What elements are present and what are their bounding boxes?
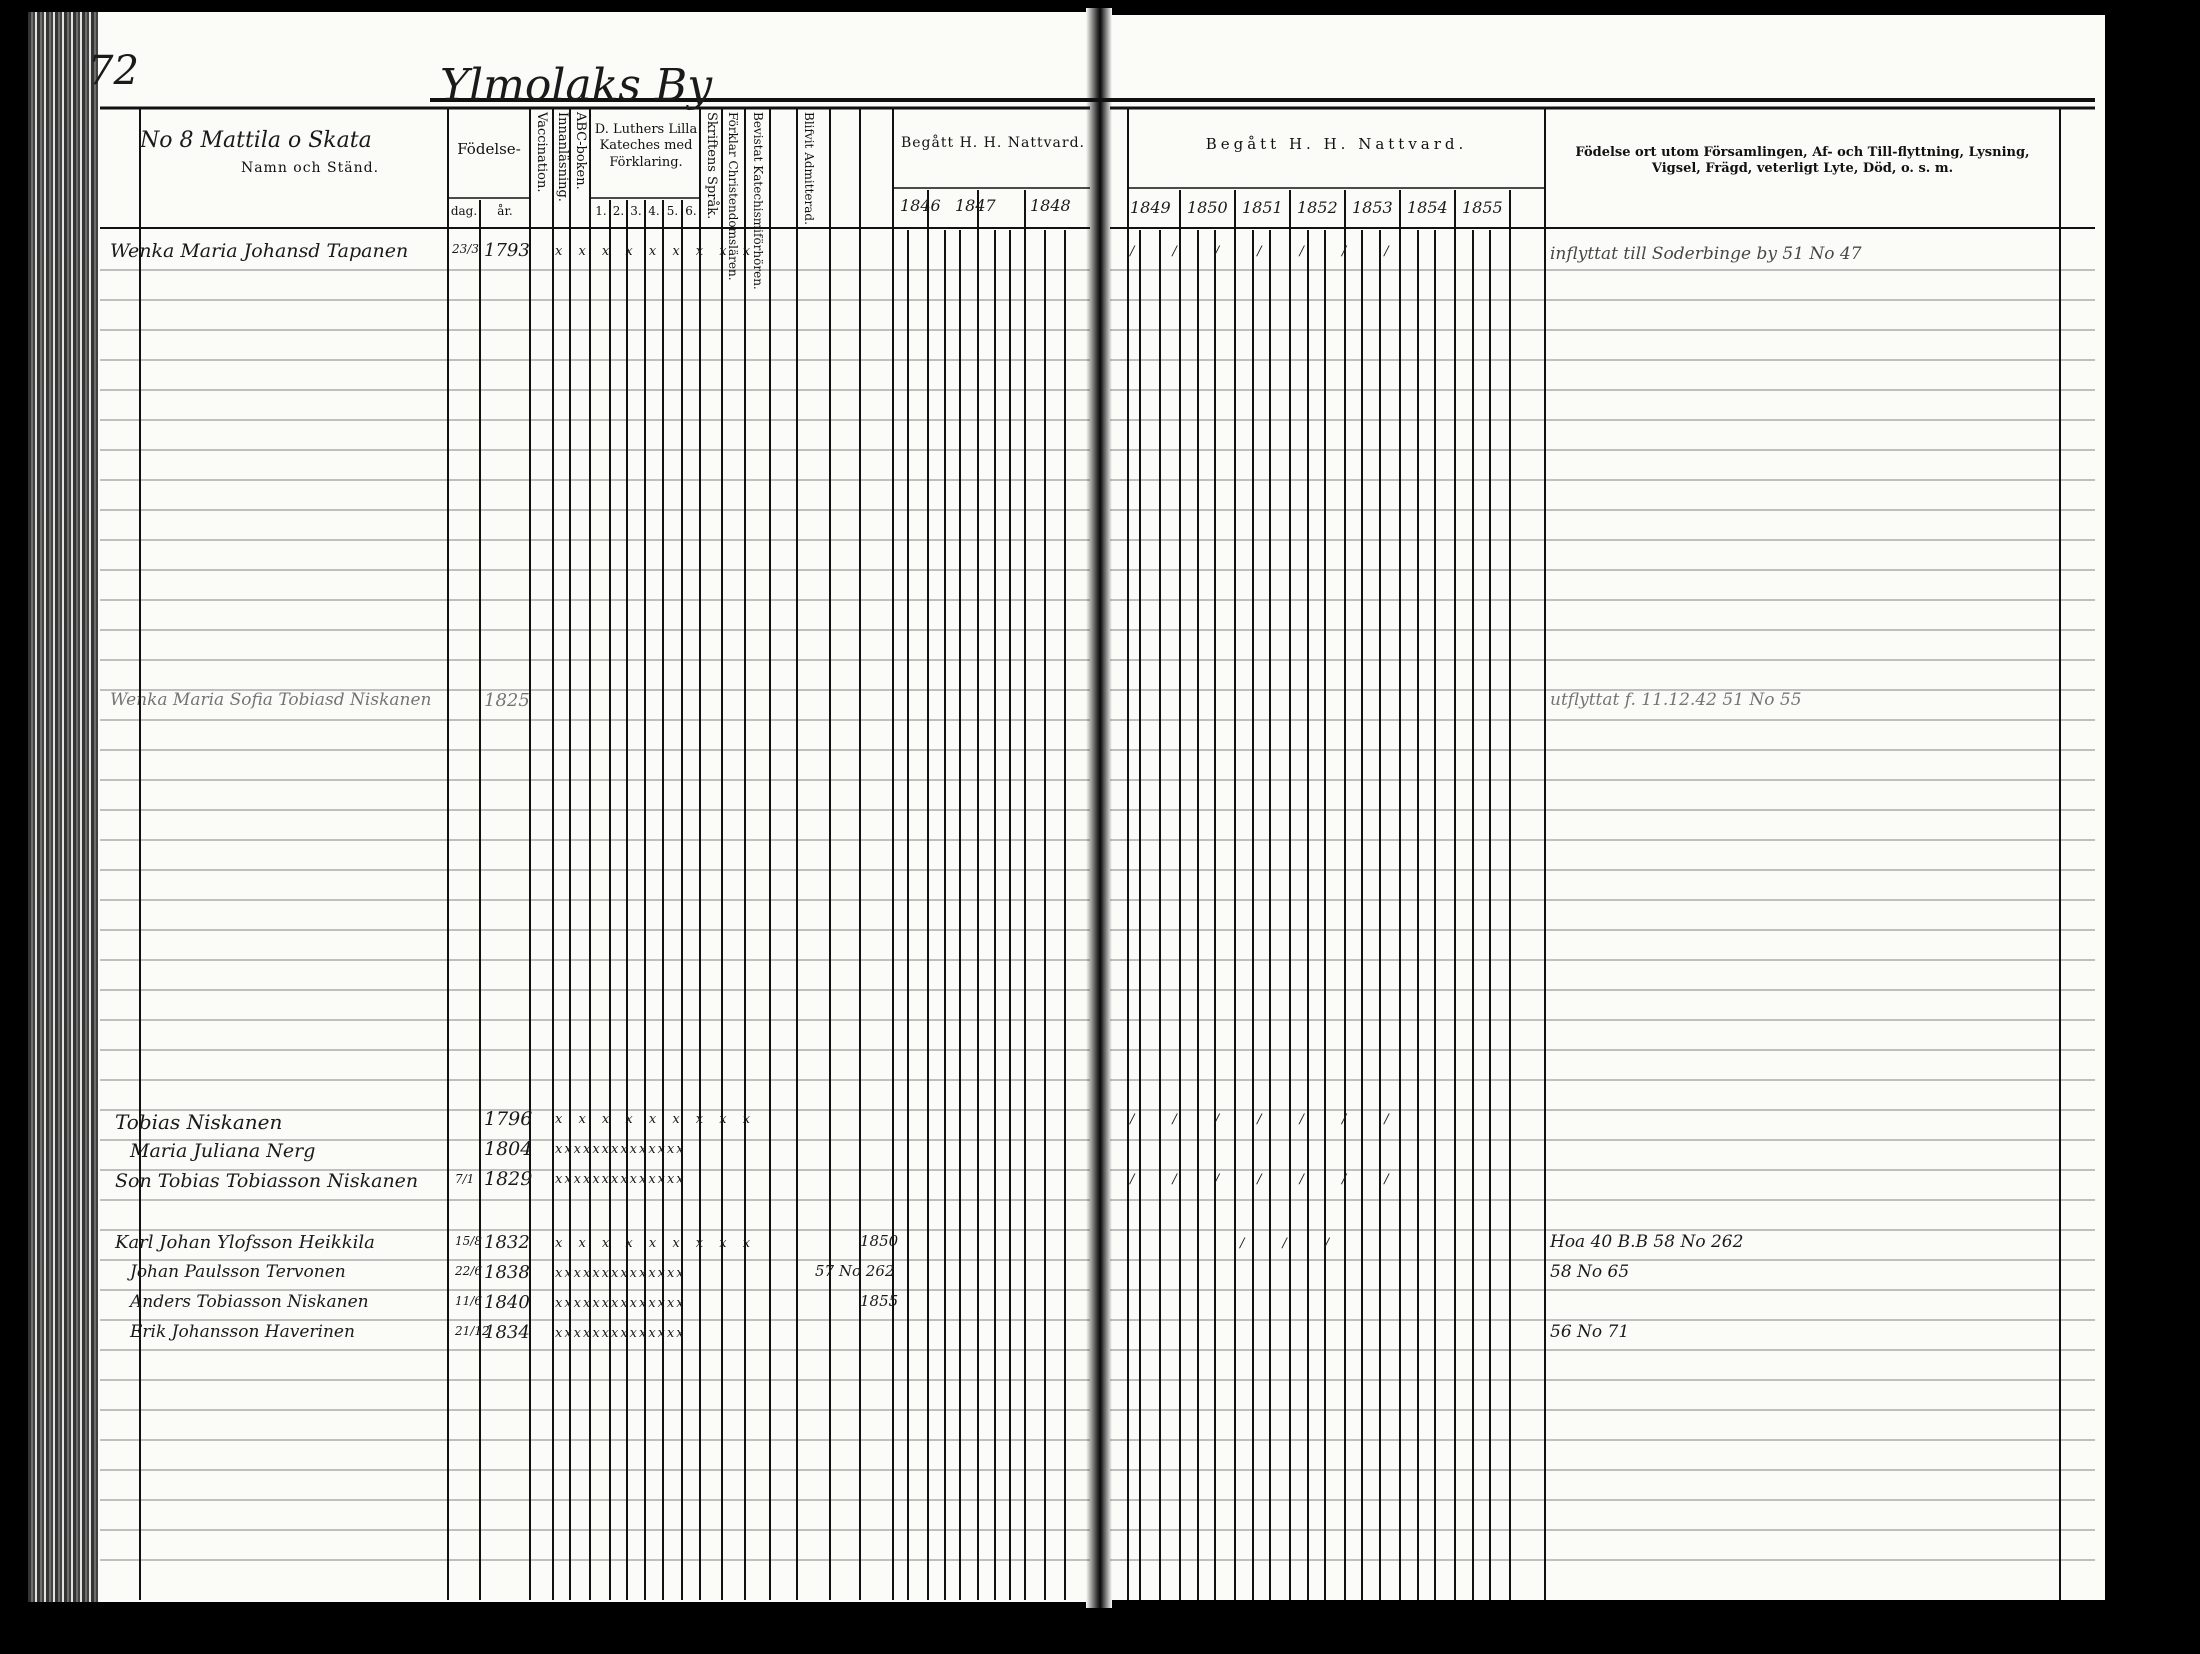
row-name-6: Karl Johan Ylofsson Heikkila <box>115 1232 375 1253</box>
row-year-3: 1796 <box>484 1108 533 1130</box>
remark-3: Hoa 40 B.B 58 No 262 <box>1550 1232 1744 1252</box>
row-year-4: 1804 <box>484 1138 533 1160</box>
catechism-marks-row-6: x x x x x x x x x <box>555 1236 757 1251</box>
communion-year-1847: 1847 <box>955 196 996 215</box>
christian-doctrine-header: Förklar Christendomslären. <box>726 112 740 281</box>
row-year-7: 1838 <box>484 1262 530 1283</box>
communion-header-left: Begått H. H. Nattvard. <box>900 135 1085 151</box>
catechism-col-1: 1. <box>595 204 607 218</box>
row-day-7: 22/6 <box>455 1264 482 1278</box>
remarks-header: Födelse ort utom Församlingen, Af- och Till-flyttning, Lysning, Vigsel, Frägd, veterligt Lyte, Död, o. s. m. <box>1575 145 2030 177</box>
reading-header: Innanläsning. <box>555 112 570 202</box>
row-day-1: 23/3 <box>452 242 479 256</box>
birth-year-header: år. <box>497 204 513 218</box>
row-day-8: 11/6 <box>455 1294 482 1308</box>
communion-marks-row-6: ∕∕∕ <box>1240 1236 1368 1251</box>
admitted-mark-262: 57 No 262 <box>815 1262 895 1280</box>
communion-marks-row-3: ∕∕∕∕∕∕∕ <box>1130 1112 1427 1127</box>
catechism-marks-row-3: x x x x x x x x x <box>555 1112 757 1127</box>
page-number: 72 <box>88 48 139 94</box>
row-year-9: 1834 <box>484 1322 530 1343</box>
row-year-1: 1793 <box>484 240 530 261</box>
communion-year-1848: 1848 <box>1030 196 1071 215</box>
row-name-2: Wenka Maria Sofia Tobiasd Niskanen <box>110 690 432 710</box>
birth-day-header: dag. <box>450 204 478 218</box>
name-column-header: Namn och Ständ. <box>240 160 380 176</box>
row-name-7: Johan Paulsson Tervonen <box>130 1262 346 1282</box>
communion-year-1850: 1850 <box>1187 198 1228 217</box>
catechism-col-6: 6. <box>685 204 697 218</box>
communion-year-1854: 1854 <box>1407 198 1448 217</box>
communion-marks-row-5: ∕∕∕∕∕∕∕ <box>1130 1172 1427 1187</box>
catechism-marks-row-9: xxxxxxxxxxxxxx <box>555 1326 686 1341</box>
communion-year-1855: 1855 <box>1462 198 1503 217</box>
row-name-4: Maria Juliana Nerg <box>130 1140 316 1162</box>
row-name-1: Wenka Maria Johansd Tapanen <box>110 240 409 262</box>
admitted-mark-1855: 1855 <box>860 1292 899 1310</box>
row-name-9: Erik Johansson Haverinen <box>130 1322 355 1342</box>
abc-header: ABC-boken. <box>573 112 588 190</box>
birth-header: Födelse- <box>457 140 521 158</box>
vertical-column-rulings <box>140 108 2060 1600</box>
communion-year-1852: 1852 <box>1297 198 1338 217</box>
row-name-3: Tobias Niskanen <box>115 1110 283 1134</box>
row-day-9: 21/12 <box>455 1324 490 1338</box>
village-title: Ylmolaks By <box>440 60 713 111</box>
remark-2: utflyttat f. 11.12.42 51 No 55 <box>1550 690 1802 710</box>
communion-year-1846: 1846 <box>900 196 941 215</box>
row-name-5: Son Tobias Tobiasson Niskanen <box>115 1170 419 1192</box>
header-sub-borders <box>448 188 1545 198</box>
row-year-5: 1829 <box>484 1168 533 1190</box>
vaccination-header: Vaccination. <box>534 112 549 193</box>
row-year-2: 1825 <box>484 690 530 711</box>
catechism-marks-row-4: xxxxxxxxxxxxxx <box>555 1142 686 1157</box>
remark-5: 56 No 71 <box>1550 1322 1630 1342</box>
catechism-col-5: 5. <box>666 204 679 218</box>
communion-year-1851: 1851 <box>1242 198 1283 217</box>
admitted-mark-1850: 1850 <box>860 1232 899 1250</box>
catechism-marks-row-5: xxxxxxxxxxxxxx <box>555 1172 686 1187</box>
row-year-6: 1832 <box>484 1232 530 1253</box>
communion-header-right: Begått H. H. Nattvard. <box>1205 135 1468 153</box>
row-year-8: 1840 <box>484 1292 530 1313</box>
catechism-marks-row-1: x x x x x x x x x <box>555 244 757 259</box>
row-name-8: Anders Tobiasson Niskanen <box>130 1292 369 1312</box>
scripture-header: Skriftens Språk. <box>704 112 719 220</box>
catechism-marks-row-7: xxxxxxxxxxxxxx <box>555 1266 686 1281</box>
horizontal-rulings <box>100 270 2095 1560</box>
catechism-col-3: 3. <box>630 204 642 218</box>
admitted-header: Blifvit Admitterad. <box>802 112 816 225</box>
catechism-col-4: 4. <box>648 204 660 218</box>
communion-marks-row-1: ∕∕∕∕∕∕∕ <box>1130 244 1427 259</box>
catechism-proof-header: Bevistat Katechismiförhören. <box>751 112 765 290</box>
catechism-header: D. Luthers Lilla Kateches med Förklaring. <box>594 122 698 170</box>
communion-year-1849: 1849 <box>1130 198 1171 217</box>
remark-1: inflyttat till Soderbinge by 51 No 47 <box>1550 244 1862 264</box>
household-label: No 8 Mattila o Skata <box>140 128 372 153</box>
remark-4: 58 No 65 <box>1550 1262 1630 1282</box>
row-day-5: 7/1 <box>455 1172 475 1186</box>
catechism-col-2: 2. <box>612 204 625 218</box>
catechism-marks-row-8: xxxxxxxxxxxxxx <box>555 1296 686 1311</box>
row-day-6: 15/8 <box>455 1234 482 1248</box>
communion-year-1853: 1853 <box>1352 198 1393 217</box>
